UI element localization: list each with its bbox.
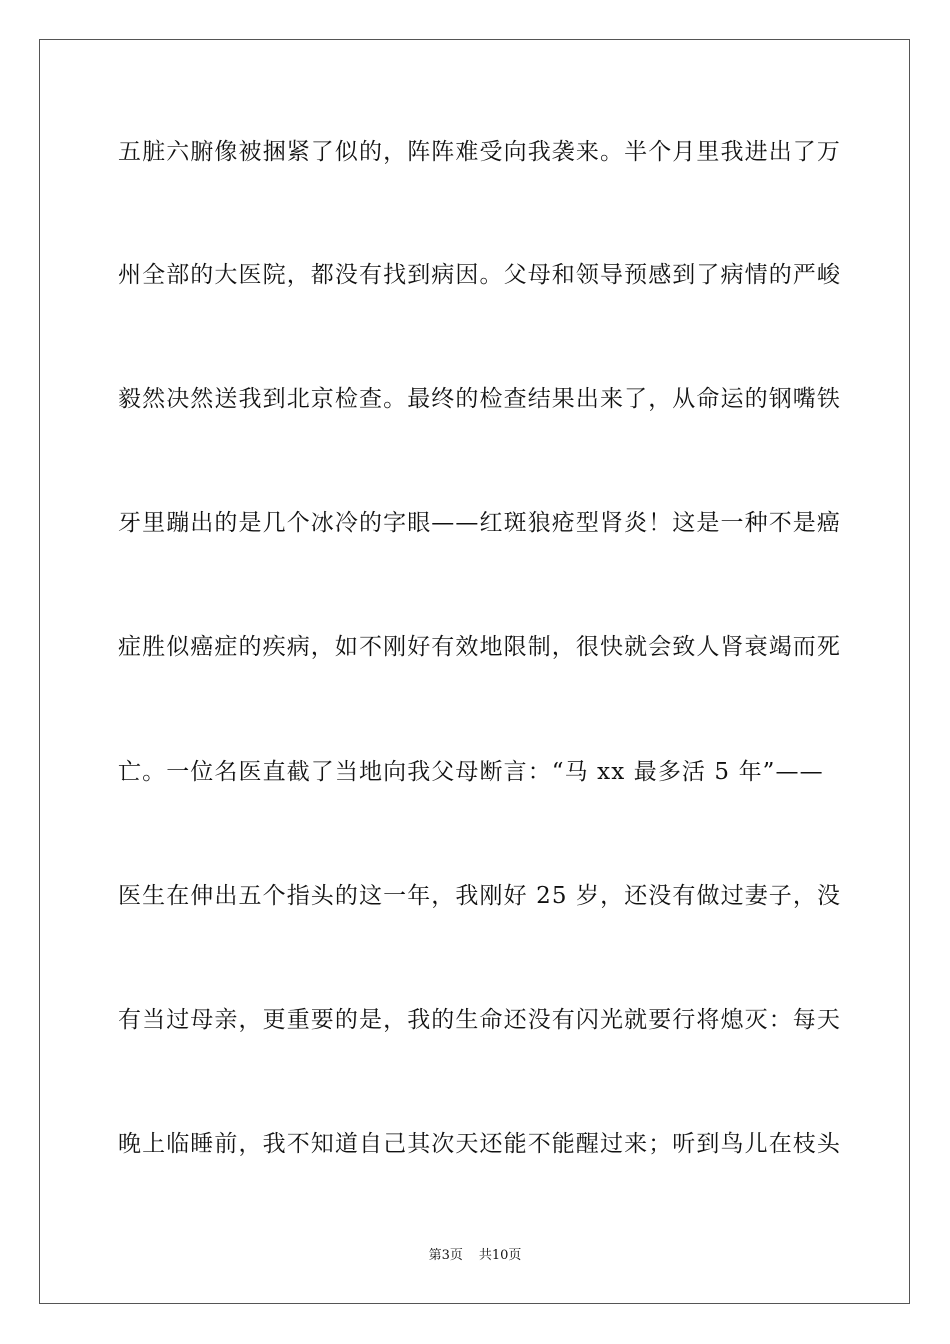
page-footer: [0, 1247, 950, 1265]
text-line: 医生在伸出五个指头的这一年，我刚好 25 岁，还没有做过妻子，没: [118, 883, 842, 909]
text-line: 症胜似癌症的疾病，如不刚好有效地限制，很快就会致人肾衰竭而死: [118, 634, 841, 660]
page-total: 共10页: [478, 1248, 522, 1263]
text-line: 亡。一位名医直截了当地向我父母断言：“马 xx 最多活 5 年”——: [118, 759, 824, 785]
text-line: 有当过母亲，更重要的是，我的生命还没有闪光就要行将熄灭：每天: [118, 1007, 841, 1033]
text-line: 五脏六腑像被捆紧了似的，阵阵难受向我袭来。半个月里我进出了万: [118, 139, 841, 165]
text-line: 毅然决然送我到北京检查。最终的检查结果出来了，从命运的钢嘴铁: [118, 386, 841, 412]
page-number: 第3页: [428, 1248, 463, 1263]
text-line: 州全部的大医院，都没有找到病因。父母和领导预感到了病情的严峻: [118, 262, 841, 288]
text-line: 晚上临睡前，我不知道自己其次天还能不能醒过来；听到鸟儿在枝头: [118, 1131, 841, 1157]
text-line: 牙里蹦出的是几个冰冷的字眼——红斑狼疮型肾炎！这是一种不是癌: [118, 510, 841, 536]
page-frame: [39, 39, 910, 1304]
